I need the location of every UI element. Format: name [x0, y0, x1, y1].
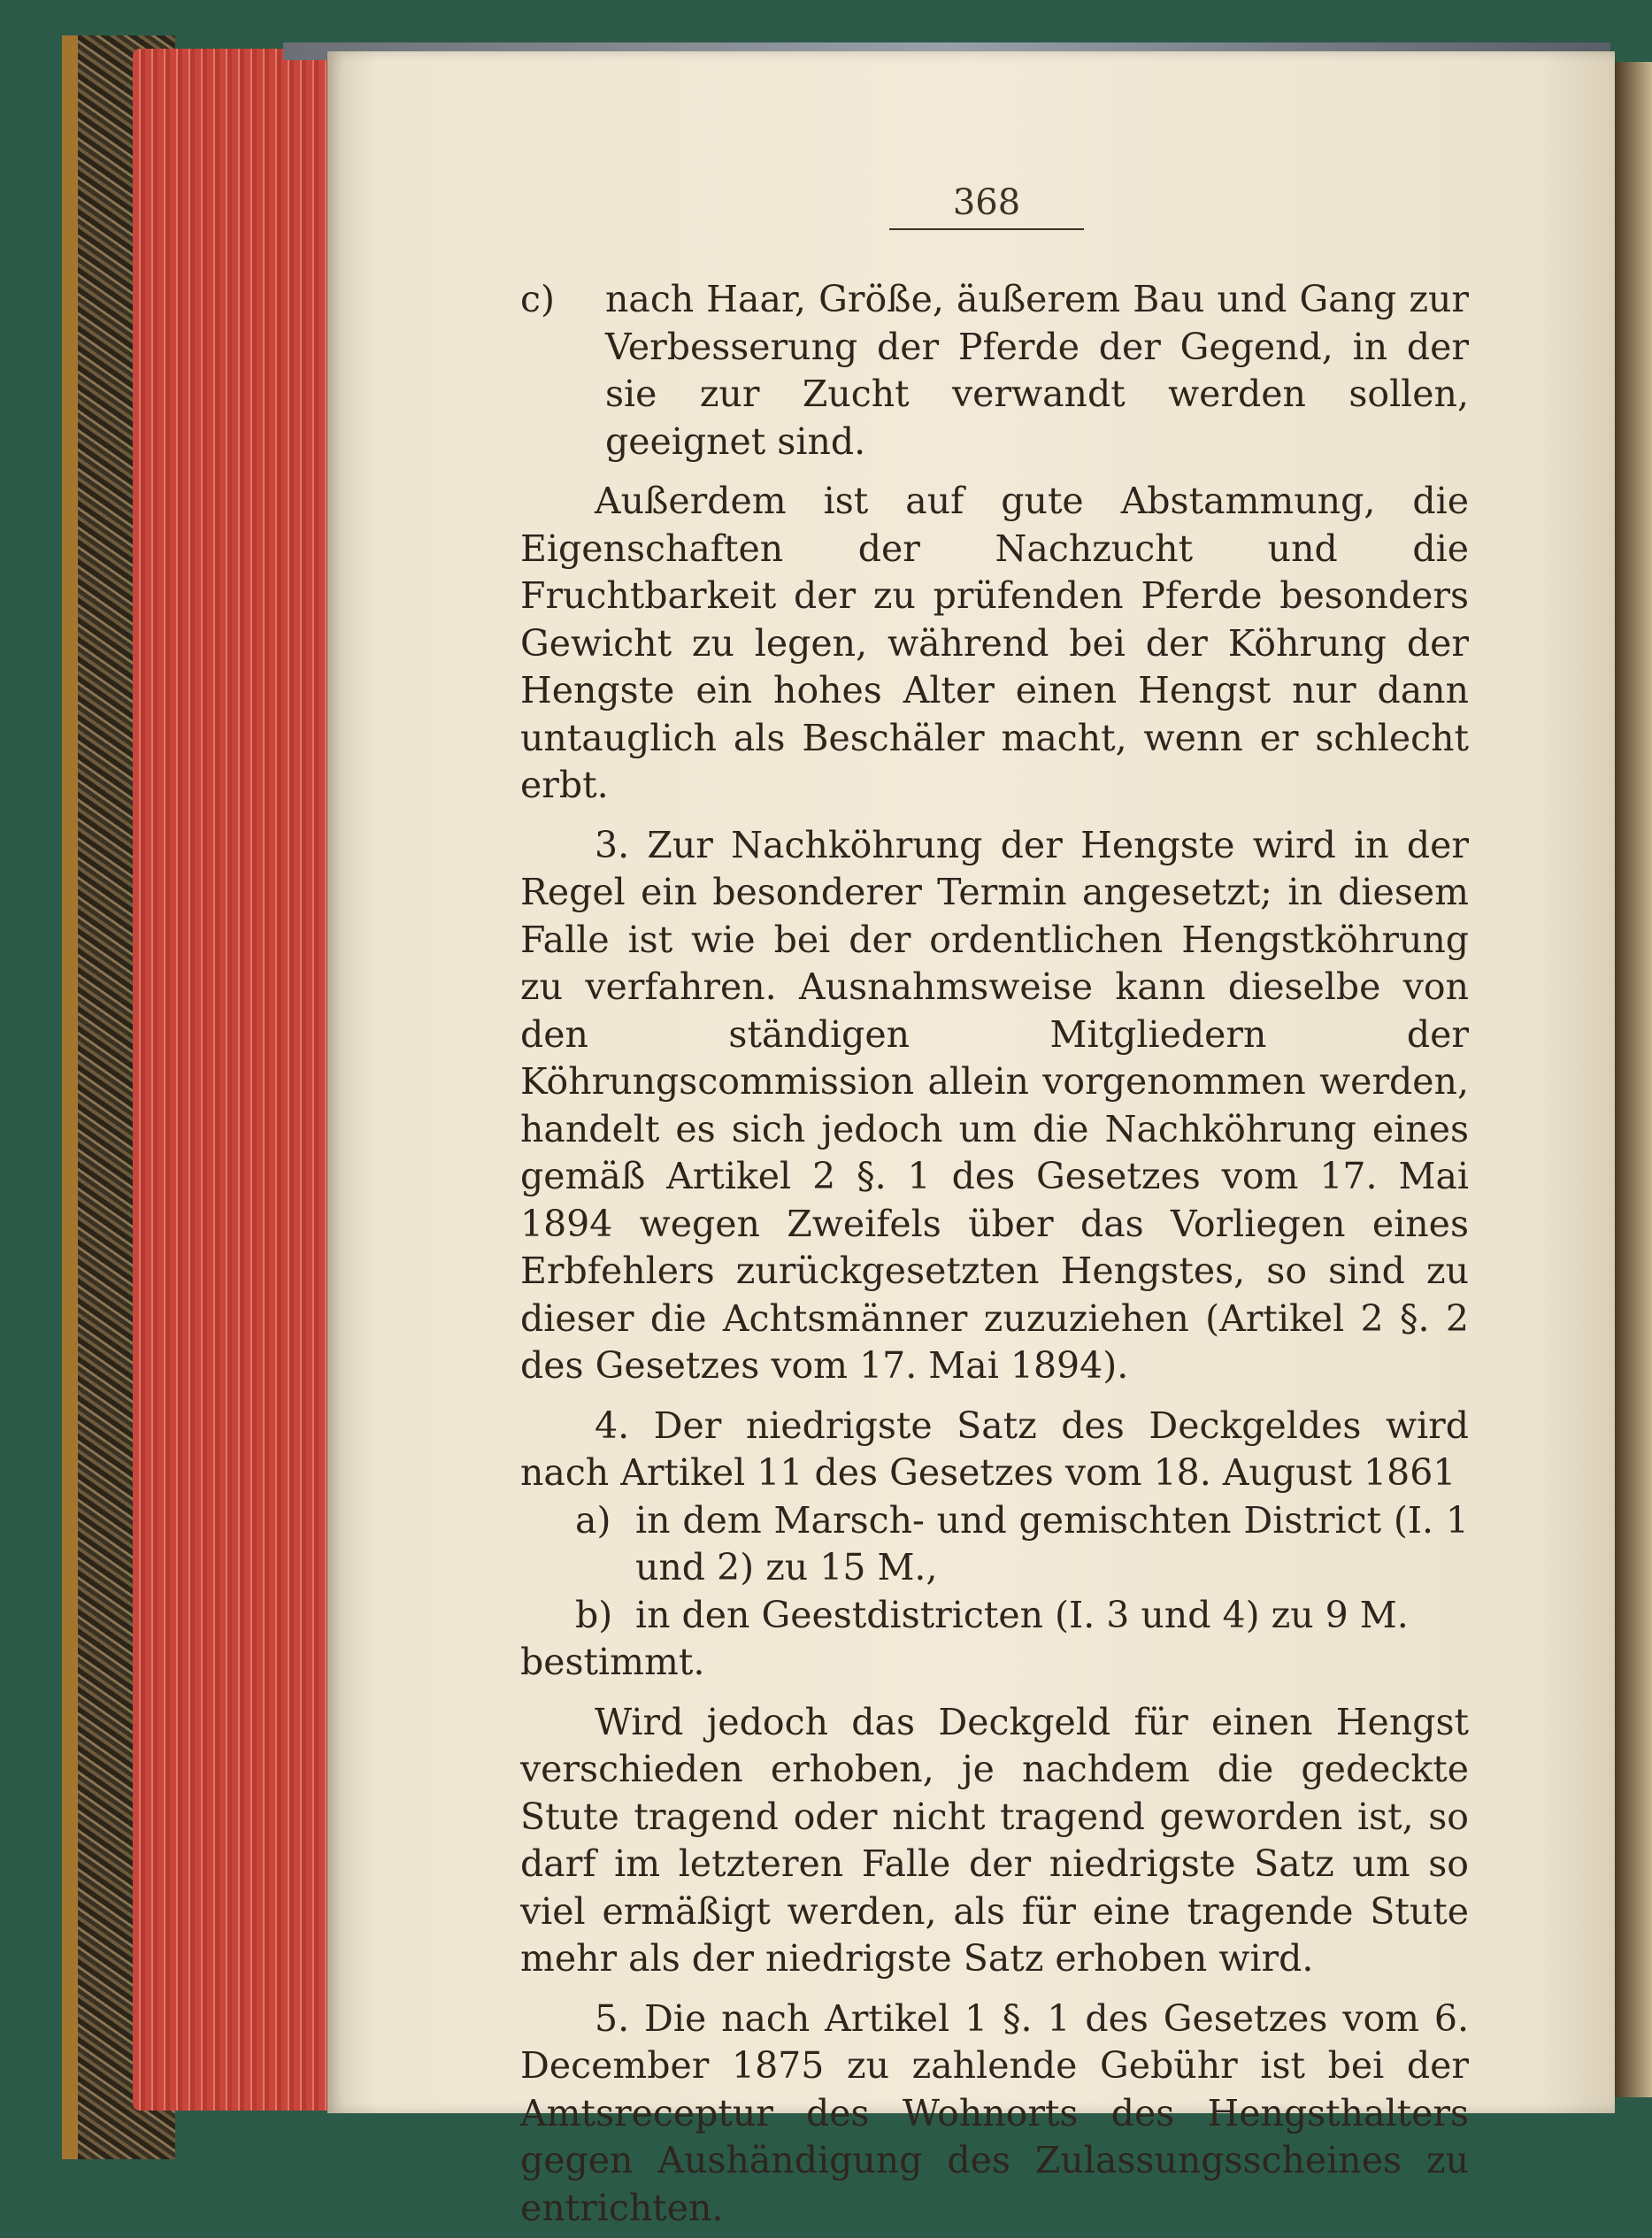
- clause-marker: b): [575, 1593, 613, 1636]
- clause-marker: a): [575, 1498, 611, 1542]
- paragraph: 3. Zur Nachköhrung der Hengste wird in der Regel ein besonderer Termin angesetzt; in diesem Falle ist wie bei der ordentlichen Hengstköhrung zu verfahren. Ausnahmsweise kann dieselbe von den ständigen Mitgliedern der Köhrungscommission allein vorgenommen werden, handelt es sich jedoch um die Nachköhrung eines gemäß Artikel 2 §. 1 des Gesetzes vom 17. Mai 1894 wegen Zweifels über das Vorliegen eines Erbfehlers zurückgesetzten Hengstes, so sind zu dieser die Achtsmänner zuzuziehen (Artikel 2 §. 2 des Gesetzes vom 17. Mai 1894).: [520, 823, 1469, 1387]
- page-text: [520, 276, 1469, 2232]
- page-edges: [133, 49, 327, 2111]
- paragraph: 4. Der niedrigste Satz des Deckgeldes wird nach Artikel 11 des Gesetzes vom 18. August 1861: [520, 1404, 1469, 1494]
- page-number-rule: [889, 228, 1084, 230]
- paragraph: Außerdem ist auf gute Abstammung, die Eigenschaften der Nachzucht und die Fruchtbarkeit der zu prüfenden Pferde besonders Gewicht zu legen, während bei der Köhrung der Hengste ein hohes Alter einen Hengst nur dann untauglich als Beschäler macht, wenn er schlecht erbt.: [520, 480, 1469, 806]
- clause-text: in den Geestdistricten (I. 3 und 4) zu 9 M.: [635, 1593, 1409, 1636]
- clause-marker: c): [520, 278, 555, 320]
- facing-page-edge: [1615, 62, 1652, 2097]
- page-number: 368: [952, 182, 1021, 223]
- paragraph: Wird jedoch das Deckgeld für einen Hengst verschieden erhoben, je nachdem die gedeckte Stute tragend oder nicht tragend geworden ist, so darf im letzteren Falle der niedrigste Satz um so viel ermäßigt werden, als für eine tragende Stute mehr als der niedrigste Satz erhoben wird.: [520, 1700, 1469, 1980]
- clause-c: [520, 276, 1469, 465]
- clause-text: in dem Marsch- und gemischten District (I. 1 und 2) zu 15 M.,: [635, 1498, 1469, 1588]
- clause-a: [520, 1497, 1469, 1592]
- clause-b: [520, 1592, 1469, 1640]
- clause-text: nach Haar, Größe, äußerem Bau und Gang zur Verbesserung der Pferde der Gegend, in der sie zur Zucht verwandt werden sollen, geeignet sind.: [605, 278, 1469, 463]
- paragraph: bestimmt.: [520, 1641, 705, 1683]
- paragraph: 5. Die nach Artikel 1 §. 1 des Gesetzes vom 6. December 1875 zu zahlende Gebühr ist bei der Amtsreceptur des Wohnorts des Hengsthalters gegen Aushändigung des Zulassungsscheines zu entrichten.: [520, 1996, 1469, 2229]
